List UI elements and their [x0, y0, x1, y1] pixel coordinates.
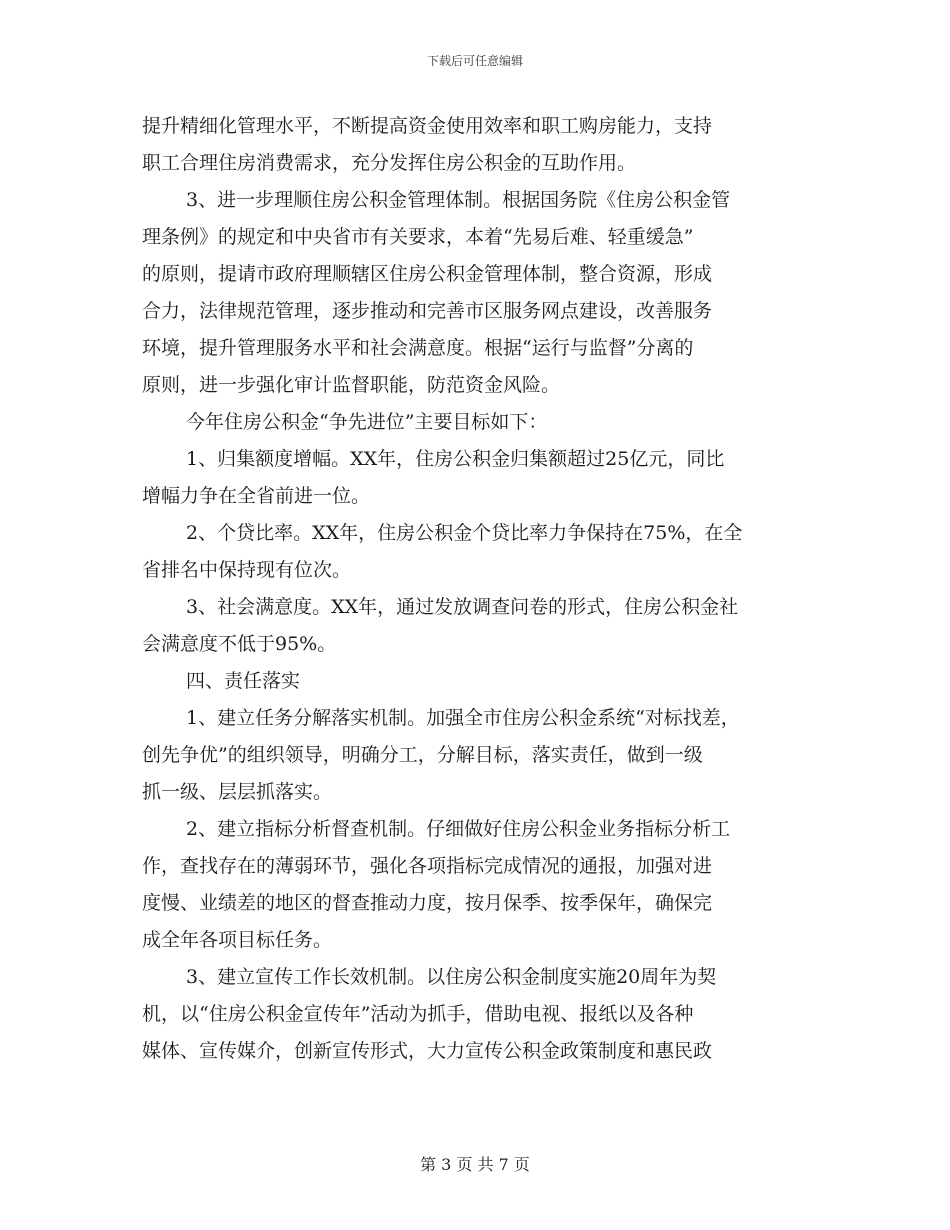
text-line: 环境，提升管理服务水平和社会满意度。根据“运行与监督”分离的 — [142, 337, 694, 359]
page-number-footer: 第 3 页 共 7 页 — [420, 1155, 530, 1174]
text-line: 省排名中保持现有位次。 — [142, 559, 352, 581]
text-line: 创先争优”的组织领导，明确分工，分解目标，落实责任，做到一级 — [142, 744, 703, 766]
text-line: 机，以“住房公积金宣传年”活动为抓手，借助电视、报纸以及各种 — [142, 1003, 694, 1025]
paragraph-start-line: 今年住房公积金“争先进位”主要目标如下： — [186, 411, 548, 433]
paragraph-start-line: 3、进一步理顺住房公积金管理体制。根据国务院《住房公积金管 — [186, 189, 731, 211]
text-line: 抓一级、层层抓落实。 — [142, 781, 333, 803]
text-line: 作，查找存在的薄弱环节，强化各项指标完成情况的通报，加强对进 — [142, 855, 713, 877]
paragraph-start-line: 1、归集额度增幅。XX年，住房公积金归集额超过25亿元，同比 — [186, 448, 725, 470]
text-line: 的原则，提请市政府理顺辖区住房公积金管理体制，整合资源，形成 — [142, 263, 713, 285]
section-heading: 四、责任落实 — [186, 670, 301, 692]
text-line: 理条例》的规定和中央省市有关要求，本着“先易后难、轻重缓急” — [142, 226, 694, 248]
text-line: 媒体、宣传媒介，创新宣传形式，大力宣传公积金政策制度和惠民政 — [142, 1040, 713, 1062]
text-line: 度慢、业绩差的地区的督查推动力度，按月保季、按季保年，确保完 — [142, 892, 713, 914]
text-line: 成全年各项目标任务。 — [142, 929, 333, 951]
paragraph-start-line: 2、建立指标分析督查机制。仔细做好住房公积金业务指标分析工 — [186, 818, 731, 840]
paragraph-start-line: 3、社会满意度。XX年，通过发放调查问卷的形式，住房公积金社 — [186, 596, 739, 618]
text-line: 会满意度不低于95%。 — [142, 633, 337, 655]
text-line: 合力，法律规范管理，逐步推动和完善市区服务网点建设，改善服务 — [142, 300, 713, 322]
page-header: 下载后可任意编辑 — [426, 54, 523, 68]
paragraph-start-line: 2、个贷比率。XX年，住房公积金个贷比率力争保持在75%，在全 — [186, 522, 743, 544]
text-line: 职工合理住房消费需求，充分发挥住房公积金的互助作用。 — [142, 152, 637, 174]
document-body — [142, 108, 822, 1070]
text-line: 提升精细化管理水平，不断提高资金使用效率和职工购房能力，支持 — [142, 115, 713, 137]
text-line: 原则，进一步强化审计监督职能，防范资金风险。 — [142, 374, 561, 396]
paragraph-start-line: 3、建立宣传工作长效机制。以住房公积金制度实施20周年为契 — [186, 966, 717, 988]
text-line: 增幅力争在全省前进一位。 — [142, 485, 371, 507]
paragraph-start-line: 1、建立任务分解落实机制。加强全市住房公积金系统“对标找差， — [186, 707, 740, 729]
